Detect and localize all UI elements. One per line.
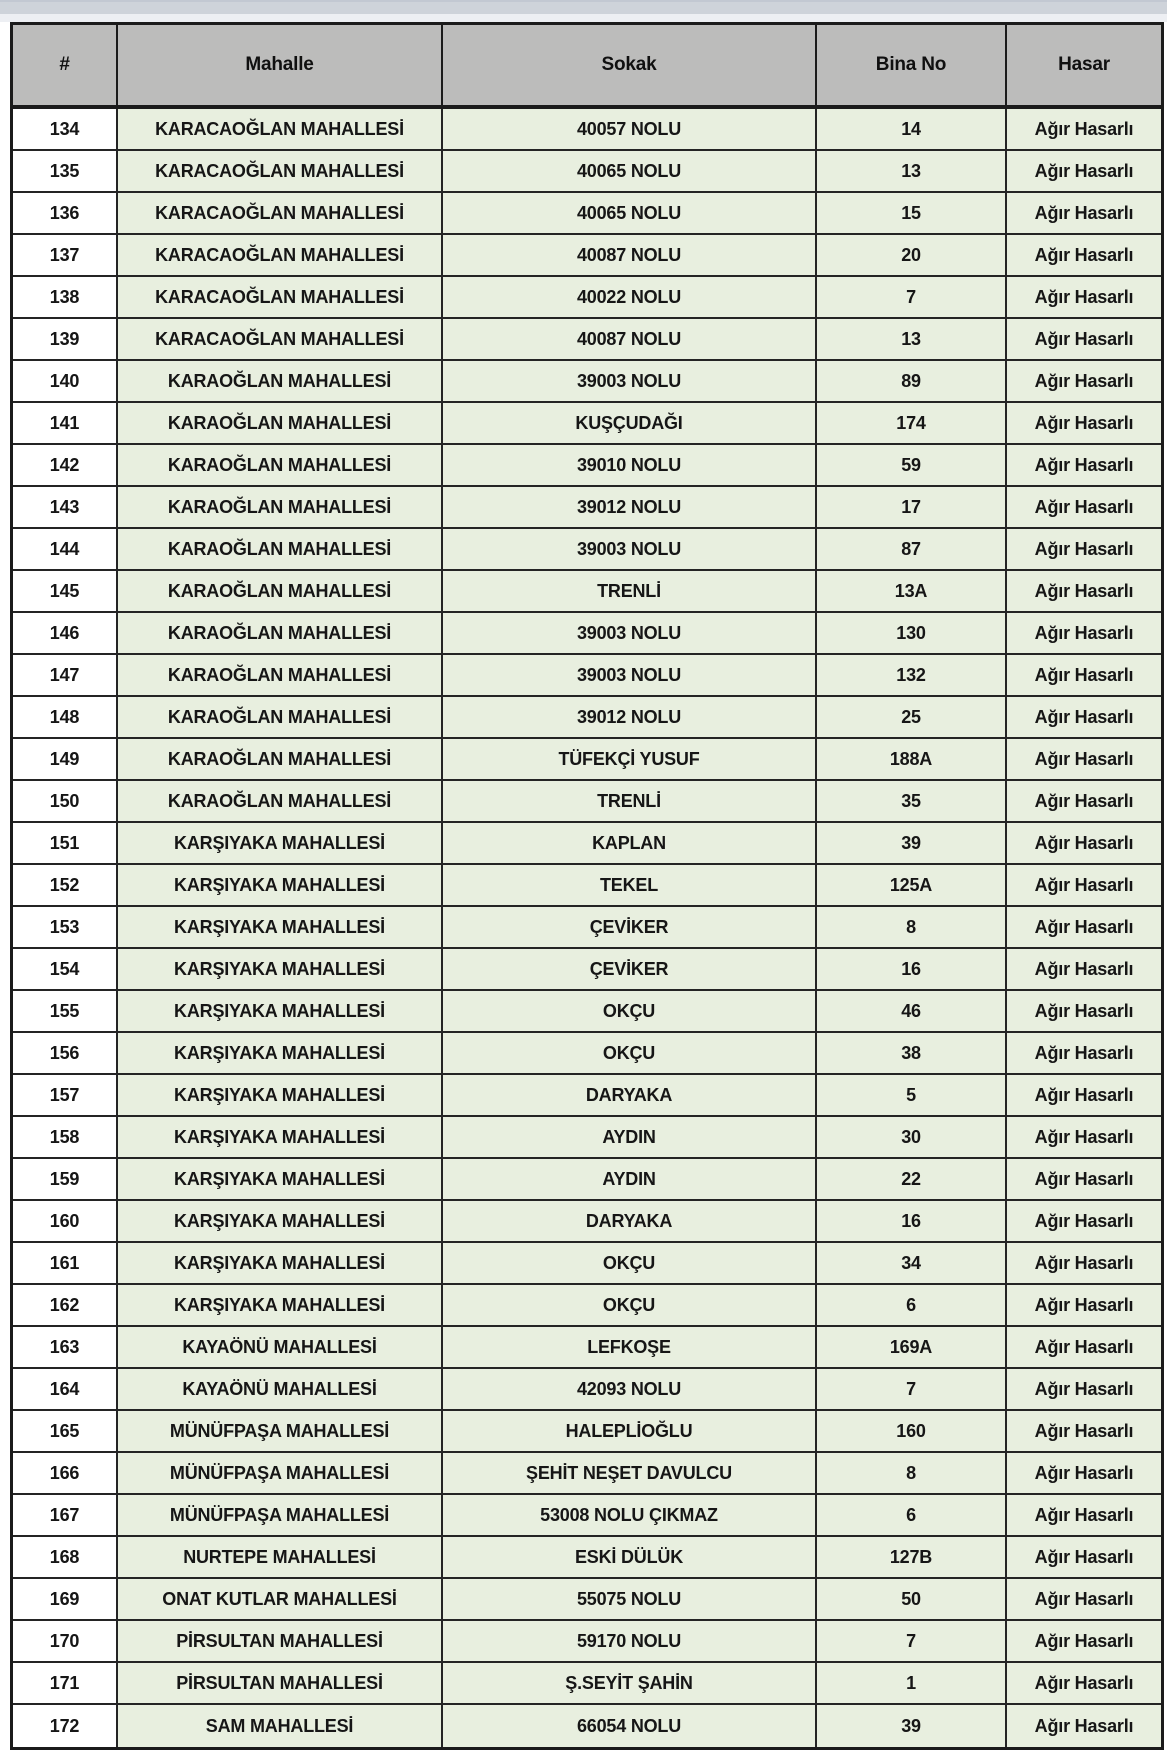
bina-no-cell: 188A [817, 739, 1007, 779]
row-number-cell: 148 [13, 697, 118, 737]
table-row [13, 1285, 1161, 1327]
mahalle-cell: KARŞIYAKA MAHALLESİ [118, 1075, 443, 1115]
hasar-cell: Ağır Hasarlı [1007, 403, 1161, 443]
sokak-cell: OKÇU [443, 1033, 817, 1073]
hasar-cell: Ağır Hasarlı [1007, 1201, 1161, 1241]
bina-no-cell: 16 [817, 949, 1007, 989]
mahalle-cell: KARŞIYAKA MAHALLESİ [118, 907, 443, 947]
sokak-cell: 39003 NOLU [443, 613, 817, 653]
bina-no-cell: 87 [817, 529, 1007, 569]
row-number-cell: 151 [13, 823, 118, 863]
sokak-cell: TRENLİ [443, 571, 817, 611]
row-number-cell: 167 [13, 1495, 118, 1535]
mahalle-cell: KARŞIYAKA MAHALLESİ [118, 1201, 443, 1241]
hasar-cell: Ağır Hasarlı [1007, 235, 1161, 275]
table-row [13, 949, 1161, 991]
hasar-cell: Ağır Hasarlı [1007, 361, 1161, 401]
hasar-cell: Ağır Hasarlı [1007, 781, 1161, 821]
hasar-cell: Ağır Hasarlı [1007, 277, 1161, 317]
mahalle-cell: SAM MAHALLESİ [118, 1705, 443, 1747]
bina-no-cell: 35 [817, 781, 1007, 821]
row-number-cell: 135 [13, 151, 118, 191]
row-number-cell: 157 [13, 1075, 118, 1115]
sokak-cell: OKÇU [443, 1285, 817, 1325]
table-row [13, 1117, 1161, 1159]
sokak-cell: ŞEHİT NEŞET DAVULCU [443, 1453, 817, 1493]
hasar-cell: Ağır Hasarlı [1007, 1537, 1161, 1577]
table-row [13, 193, 1161, 235]
hasar-cell: Ağır Hasarlı [1007, 1579, 1161, 1619]
row-number-cell: 138 [13, 277, 118, 317]
bina-no-cell: 13A [817, 571, 1007, 611]
hasar-cell: Ağır Hasarlı [1007, 1285, 1161, 1325]
bina-no-cell: 39 [817, 823, 1007, 863]
bina-no-cell: 15 [817, 193, 1007, 233]
bina-no-cell: 13 [817, 319, 1007, 359]
page-top-margin-bar [0, 0, 1167, 14]
mahalle-cell: KARAOĞLAN MAHALLESİ [118, 781, 443, 821]
sokak-cell: TÜFEKÇİ YUSUF [443, 739, 817, 779]
table-row [13, 823, 1161, 865]
mahalle-cell: KARAOĞLAN MAHALLESİ [118, 445, 443, 485]
bina-no-cell: 13 [817, 151, 1007, 191]
sokak-cell: OKÇU [443, 991, 817, 1031]
row-number-cell: 165 [13, 1411, 118, 1451]
sokak-cell: LEFKOŞE [443, 1327, 817, 1367]
mahalle-cell: KARAOĞLAN MAHALLESİ [118, 403, 443, 443]
mahalle-cell: KARŞIYAKA MAHALLESİ [118, 1159, 443, 1199]
hasar-cell: Ağır Hasarlı [1007, 1411, 1161, 1451]
bina-no-cell: 8 [817, 907, 1007, 947]
table-row [13, 235, 1161, 277]
row-number-cell: 155 [13, 991, 118, 1031]
row-number-cell: 143 [13, 487, 118, 527]
table-row [13, 1579, 1161, 1621]
row-number-cell: 153 [13, 907, 118, 947]
row-number-cell: 162 [13, 1285, 118, 1325]
bina-no-cell: 30 [817, 1117, 1007, 1157]
bina-no-cell: 14 [817, 109, 1007, 149]
table-body [13, 109, 1161, 1747]
row-number-cell: 140 [13, 361, 118, 401]
mahalle-cell: KARAOĞLAN MAHALLESİ [118, 529, 443, 569]
row-number-cell: 168 [13, 1537, 118, 1577]
hasar-cell: Ağır Hasarlı [1007, 823, 1161, 863]
hasar-cell: Ağır Hasarlı [1007, 697, 1161, 737]
sokak-cell: AYDIN [443, 1117, 817, 1157]
hasar-cell: Ağır Hasarlı [1007, 1663, 1161, 1703]
hasar-cell: Ağır Hasarlı [1007, 907, 1161, 947]
mahalle-cell: KARACAOĞLAN MAHALLESİ [118, 319, 443, 359]
sokak-cell: ÇEVİKER [443, 907, 817, 947]
mahalle-cell: KARACAOĞLAN MAHALLESİ [118, 277, 443, 317]
hasar-cell: Ağır Hasarlı [1007, 193, 1161, 233]
bina-no-cell: 59 [817, 445, 1007, 485]
sokak-cell: TEKEL [443, 865, 817, 905]
hasar-cell: Ağır Hasarlı [1007, 1327, 1161, 1367]
page-top-margin-highlight [0, 14, 1167, 22]
table-header-row [13, 25, 1161, 109]
mahalle-cell: KARAOĞLAN MAHALLESİ [118, 697, 443, 737]
table-row [13, 697, 1161, 739]
table-row [13, 781, 1161, 823]
mahalle-cell: KARŞIYAKA MAHALLESİ [118, 991, 443, 1031]
hasar-cell: Ağır Hasarlı [1007, 1453, 1161, 1493]
sokak-cell: KUŞÇUDAĞI [443, 403, 817, 443]
hasar-cell: Ağır Hasarlı [1007, 1117, 1161, 1157]
bina-no-cell: 125A [817, 865, 1007, 905]
table-row [13, 739, 1161, 781]
row-number-cell: 150 [13, 781, 118, 821]
row-number-cell: 172 [13, 1705, 118, 1747]
sokak-cell: 40057 NOLU [443, 109, 817, 149]
mahalle-cell: KAYAÖNÜ MAHALLESİ [118, 1369, 443, 1409]
bina-no-cell: 7 [817, 1369, 1007, 1409]
table-row [13, 1663, 1161, 1705]
sokak-cell: HALEPLİOĞLU [443, 1411, 817, 1451]
hasar-cell: Ağır Hasarlı [1007, 319, 1161, 359]
hasar-cell: Ağır Hasarlı [1007, 487, 1161, 527]
bina-no-cell: 34 [817, 1243, 1007, 1283]
mahalle-cell: KARŞIYAKA MAHALLESİ [118, 1033, 443, 1073]
row-number-cell: 154 [13, 949, 118, 989]
table-row [13, 151, 1161, 193]
mahalle-cell: KARAOĞLAN MAHALLESİ [118, 487, 443, 527]
bina-no-cell: 7 [817, 277, 1007, 317]
mahalle-cell: KARŞIYAKA MAHALLESİ [118, 823, 443, 863]
table-row [13, 991, 1161, 1033]
sokak-cell: 59170 NOLU [443, 1621, 817, 1661]
bina-no-cell: 7 [817, 1621, 1007, 1661]
row-number-cell: 136 [13, 193, 118, 233]
mahalle-cell: NURTEPE MAHALLESİ [118, 1537, 443, 1577]
table-row [13, 1453, 1161, 1495]
row-number-cell: 166 [13, 1453, 118, 1493]
row-number-cell: 145 [13, 571, 118, 611]
row-number-cell: 171 [13, 1663, 118, 1703]
mahalle-cell: KARŞIYAKA MAHALLESİ [118, 1243, 443, 1283]
bina-no-cell: 130 [817, 613, 1007, 653]
sokak-cell: 39003 NOLU [443, 655, 817, 695]
bina-no-cell: 174 [817, 403, 1007, 443]
mahalle-cell: KARAOĞLAN MAHALLESİ [118, 739, 443, 779]
table-row [13, 655, 1161, 697]
bina-no-cell: 1 [817, 1663, 1007, 1703]
mahalle-cell: ONAT KUTLAR MAHALLESİ [118, 1579, 443, 1619]
row-number-cell: 170 [13, 1621, 118, 1661]
sokak-cell: OKÇU [443, 1243, 817, 1283]
hasar-cell: Ağır Hasarlı [1007, 613, 1161, 653]
header-cell-bina-no: Bina No [817, 25, 1007, 105]
mahalle-cell: KARACAOĞLAN MAHALLESİ [118, 109, 443, 149]
bina-no-cell: 39 [817, 1705, 1007, 1747]
row-number-cell: 149 [13, 739, 118, 779]
hasar-cell: Ağır Hasarlı [1007, 949, 1161, 989]
table-row [13, 1537, 1161, 1579]
bina-no-cell: 169A [817, 1327, 1007, 1367]
sokak-cell: 55075 NOLU [443, 1579, 817, 1619]
sokak-cell: 40087 NOLU [443, 319, 817, 359]
row-number-cell: 144 [13, 529, 118, 569]
sokak-cell: ESKİ DÜLÜK [443, 1537, 817, 1577]
mahalle-cell: MÜNÜFPAŞA MAHALLESİ [118, 1495, 443, 1535]
row-number-cell: 134 [13, 109, 118, 149]
row-number-cell: 163 [13, 1327, 118, 1367]
hasar-cell: Ağır Hasarlı [1007, 1369, 1161, 1409]
bina-no-cell: 46 [817, 991, 1007, 1031]
table-row [13, 319, 1161, 361]
bina-no-cell: 22 [817, 1159, 1007, 1199]
mahalle-cell: MÜNÜFPAŞA MAHALLESİ [118, 1453, 443, 1493]
row-number-cell: 146 [13, 613, 118, 653]
table-row [13, 1159, 1161, 1201]
mahalle-cell: KARAOĞLAN MAHALLESİ [118, 655, 443, 695]
table-row [13, 1201, 1161, 1243]
bina-no-cell: 5 [817, 1075, 1007, 1115]
mahalle-cell: MÜNÜFPAŞA MAHALLESİ [118, 1411, 443, 1451]
table-row [13, 1621, 1161, 1663]
mahalle-cell: KARACAOĞLAN MAHALLESİ [118, 235, 443, 275]
hasar-cell: Ağır Hasarlı [1007, 1033, 1161, 1073]
sokak-cell: 40087 NOLU [443, 235, 817, 275]
row-number-cell: 164 [13, 1369, 118, 1409]
sokak-cell: AYDIN [443, 1159, 817, 1199]
bina-no-cell: 25 [817, 697, 1007, 737]
header-cell-hasar: Hasar [1058, 54, 1110, 75]
bina-no-cell: 38 [817, 1033, 1007, 1073]
bina-no-cell: 6 [817, 1495, 1007, 1535]
table-row [13, 1033, 1161, 1075]
row-number-cell: 152 [13, 865, 118, 905]
row-number-cell: 141 [13, 403, 118, 443]
hasar-cell: Ağır Hasarlı [1007, 1243, 1161, 1283]
sokak-cell: 39012 NOLU [443, 487, 817, 527]
row-number-cell: 147 [13, 655, 118, 695]
hasar-cell: Ağır Hasarlı [1007, 1495, 1161, 1535]
bina-no-cell: 20 [817, 235, 1007, 275]
sokak-cell: 39012 NOLU [443, 697, 817, 737]
hasar-cell: Ağır Hasarlı [1007, 1075, 1161, 1115]
sokak-cell: 42093 NOLU [443, 1369, 817, 1409]
mahalle-cell: KARŞIYAKA MAHALLESİ [118, 865, 443, 905]
table-row [13, 1495, 1161, 1537]
mahalle-cell: KARAOĞLAN MAHALLESİ [118, 571, 443, 611]
sokak-cell: 39003 NOLU [443, 361, 817, 401]
sokak-cell: DARYAKA [443, 1075, 817, 1115]
bina-no-cell: 16 [817, 1201, 1007, 1241]
sokak-cell: ÇEVİKER [443, 949, 817, 989]
hasar-cell: Ağır Hasarlı [1007, 739, 1161, 779]
sokak-cell: 53008 NOLU ÇIKMAZ [443, 1495, 817, 1535]
row-number-cell: 142 [13, 445, 118, 485]
hasar-cell: Ağır Hasarlı [1007, 109, 1161, 149]
sokak-cell: 66054 NOLU [443, 1705, 817, 1747]
mahalle-cell: KARŞIYAKA MAHALLESİ [118, 949, 443, 989]
row-number-cell: 169 [13, 1579, 118, 1619]
row-number-cell: 161 [13, 1243, 118, 1283]
hasar-cell: Ağır Hasarlı [1007, 445, 1161, 485]
table-row [13, 529, 1161, 571]
bina-no-cell: 89 [817, 361, 1007, 401]
table-row [13, 1327, 1161, 1369]
sokak-cell: DARYAKA [443, 1201, 817, 1241]
bina-no-cell: 160 [817, 1411, 1007, 1451]
row-number-cell: 139 [13, 319, 118, 359]
sokak-cell: KAPLAN [443, 823, 817, 863]
hasar-cell: Ağır Hasarlı [1007, 655, 1161, 695]
table-row [13, 361, 1161, 403]
header-cell-number: # [13, 25, 118, 105]
bina-no-cell: 17 [817, 487, 1007, 527]
table-row [13, 1411, 1161, 1453]
mahalle-cell: KARAOĞLAN MAHALLESİ [118, 361, 443, 401]
row-number-cell: 156 [13, 1033, 118, 1073]
sokak-cell: 40065 NOLU [443, 151, 817, 191]
mahalle-cell: KARACAOĞLAN MAHALLESİ [118, 193, 443, 233]
sokak-cell: 39003 NOLU [443, 529, 817, 569]
mahalle-cell: KAYAÖNÜ MAHALLESİ [118, 1327, 443, 1367]
table-row [13, 1075, 1161, 1117]
table-row [13, 487, 1161, 529]
hasar-cell: Ağır Hasarlı [1007, 1621, 1161, 1661]
hasar-cell: Ağır Hasarlı [1007, 865, 1161, 905]
bina-no-cell: 132 [817, 655, 1007, 695]
table-row [13, 403, 1161, 445]
damage-assessment-table [10, 22, 1164, 1750]
table-row [13, 445, 1161, 487]
mahalle-cell: PİRSULTAN MAHALLESİ [118, 1663, 443, 1703]
sokak-cell: 40065 NOLU [443, 193, 817, 233]
sokak-cell: Ş.SEYİT ŞAHİN [443, 1663, 817, 1703]
row-number-cell: 158 [13, 1117, 118, 1157]
table-row [13, 865, 1161, 907]
bina-no-cell: 127B [817, 1537, 1007, 1577]
table-row [13, 109, 1161, 151]
header-cell-mahalle: Mahalle [118, 25, 443, 105]
table-row [13, 907, 1161, 949]
mahalle-cell: KARŞIYAKA MAHALLESİ [118, 1285, 443, 1325]
table-row [13, 277, 1161, 319]
bina-no-cell: 50 [817, 1579, 1007, 1619]
sokak-cell: 39010 NOLU [443, 445, 817, 485]
mahalle-cell: KARACAOĞLAN MAHALLESİ [118, 151, 443, 191]
sokak-cell: 40022 NOLU [443, 277, 817, 317]
hasar-cell: Ağır Hasarlı [1007, 529, 1161, 569]
table-row [13, 1705, 1161, 1747]
table-row [13, 1369, 1161, 1411]
hasar-cell: Ağır Hasarlı [1007, 151, 1161, 191]
mahalle-cell: KARŞIYAKA MAHALLESİ [118, 1117, 443, 1157]
header-cell-sokak: Sokak [443, 25, 817, 105]
table-row [13, 1243, 1161, 1285]
mahalle-cell: KARAOĞLAN MAHALLESİ [118, 613, 443, 653]
hasar-cell: Ağır Hasarlı [1007, 1159, 1161, 1199]
table-row [13, 571, 1161, 613]
bina-no-cell: 6 [817, 1285, 1007, 1325]
hasar-cell: Ağır Hasarlı [1007, 1705, 1161, 1747]
row-number-cell: 159 [13, 1159, 118, 1199]
mahalle-cell: PİRSULTAN MAHALLESİ [118, 1621, 443, 1661]
sokak-cell: TRENLİ [443, 781, 817, 821]
bina-no-cell: 8 [817, 1453, 1007, 1493]
table-row [13, 613, 1161, 655]
row-number-cell: 160 [13, 1201, 118, 1241]
hasar-cell: Ağır Hasarlı [1007, 991, 1161, 1031]
row-number-cell: 137 [13, 235, 118, 275]
hasar-cell: Ağır Hasarlı [1007, 571, 1161, 611]
